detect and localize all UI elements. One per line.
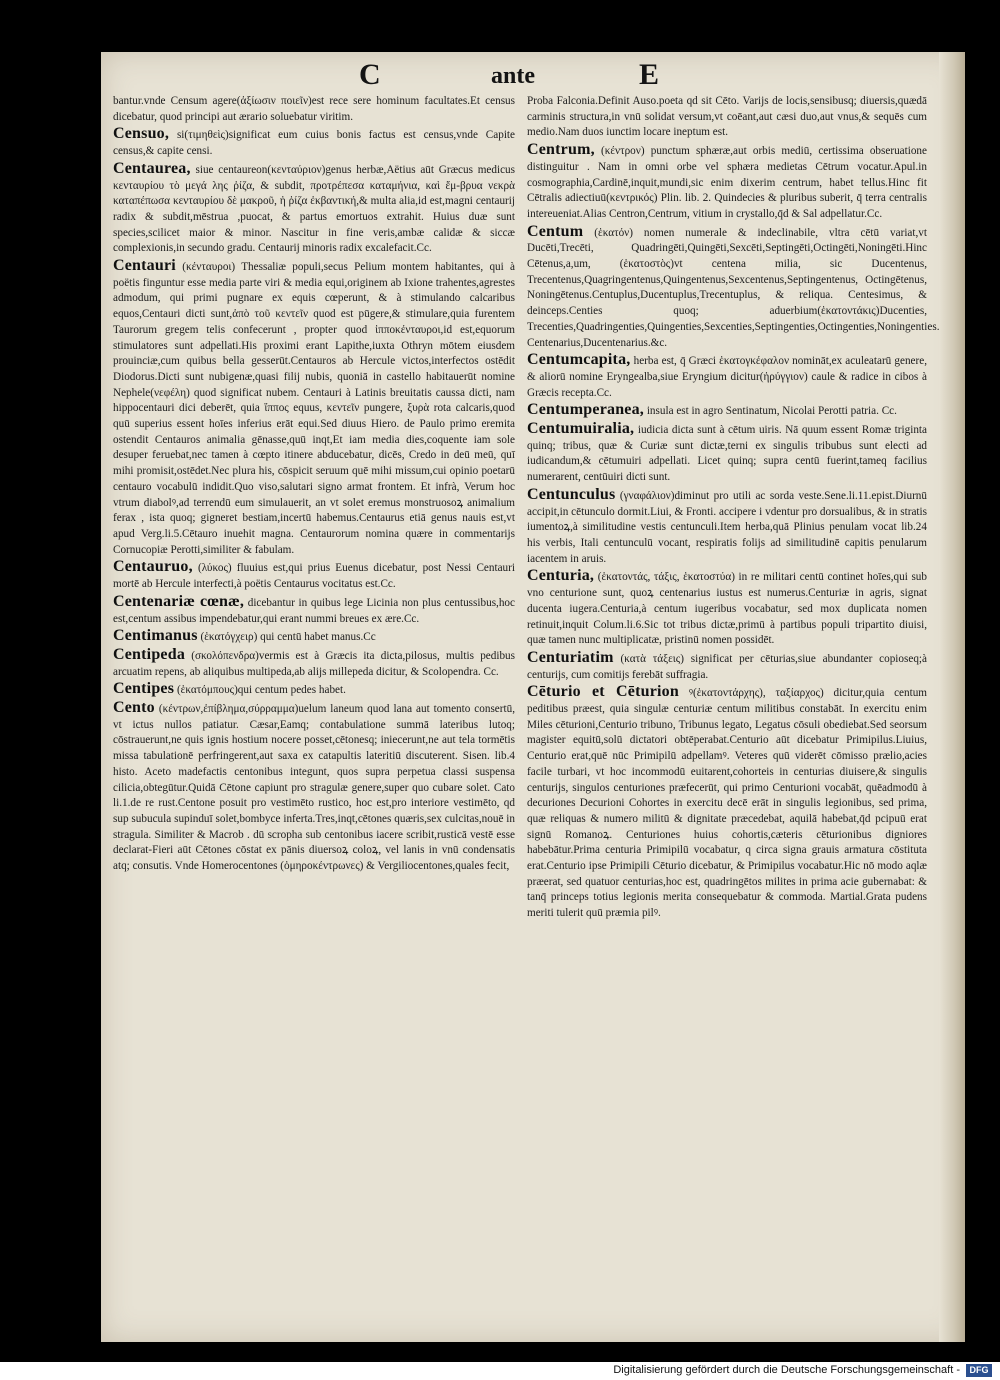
dictionary-entry — [113, 161, 515, 257]
entry-text: ꝰ(ἑκατοντάρχης), ταξίαρχος) dicitur,quia centum peditibus præest, quia singulæ centuriæ centum militibus constabāt. In exercitu enim Miles cēturioni,Centurio tribuno, Tribunus legato, Legatus cōsuli obediebat.Sed seorsum magister equitū,solū dictatori obtēperabat.Centurio aūt dicebatur Primipilus.Liuius, Centurio erat,quē nūc Primipilū adpellamꝰ. Veteres quū viderēt cōmisso prælio,acies facile turbari, vt hoc incommodū euitarent,cohorteis in centurias diuisere,& singulis centurijs, singulos centuriones præfecerūt, qui primo Centurioni vocabāt, quēadmodū à decuriones Decurioni Cohortes in exercitu decē erāt in singulis legionibus, sed prima, quæ reliquas & numero militū & dignitate præcedebat, aquilā habebat,q̄d pcipuū erat signū Romanoꝝ. Centuriones huius cohortis,cæteris cēturionibus digniores habebātur.Prima centuria Primipilū vocabatur, q circa signa grauis armatura cōstituta erat.Centurio ipse Primipili Cēturio dicebatur, & Primipilus vocabatur.Hic nō modo aqlæ præerat, sed quatuor centurias,hoc est, quadringētos milites in prima acie gubernabat: & tanq̄ princeps totius legionis merita consequebatur & commoda. Martial.Grata pudens meriti tulerit quū præmia pilꝰ. — [527, 687, 927, 920]
entry-text: (κέντρων,ἐπίβλημα,σύρραμμα)uelum laneum quod lana aut tomento consertū, vt ictus nullos patiatur. Cæsar,Eamq; contabulatione summā lateribus lutoq; cōstrauerunt,ne quis ignis hostium nocere posset,cētonesq; iniecerunt,ne aut tela tormētis missa tabulationē perfringerent,aut saxa ex catapultis lateritiū discuterent. Sisen. lib.4 histo. Aceto madefactis centonibus integunt, quos supra perpetua classi suspensa cilicia,obtegūtur.Quidā Cētone capiunt pro stragulæ genere,super quo cubare solet. Cato li.1.de re rust.Centone posuit pro vestimēto rustico, hoc est,pro interiore vestimēto, qd sup subucula supinduī solet,bombyce inferta.Tres,inqt,cētones quæris,sex culcitas,nouē in stragula. Similiter & Macrob . dū scropha sub centonibus iacere scribit,rusticā vestē esse declarat-Fieri aūt Cētones cōstat ex pānis diuersoꝝ coloꝝ, vel lanis in vnū condensatis atq; consutis. Vnde Homerocentones (ὁμηροκέντρωνες) & Vergiliocentones,quales fecit, — [113, 703, 515, 873]
entry-text: Proba Falconia.Definit Auso.poeta qd sit Cēto. Varijs de locis,sensibusq; diuersis,quædā carminis structura,in vnū solidat versum,vt coēant,aut cæsi duo,aut vnus,& sequēs cum medio.Nam duos iunctim locare ineptum est. — [527, 95, 927, 139]
footer-bar — [0, 1362, 1000, 1380]
entry-lemma: Cento — [113, 699, 155, 717]
entry-lemma: Centaurea, — [113, 159, 191, 177]
dictionary-entry — [113, 681, 515, 699]
dictionary-entry — [527, 650, 927, 683]
entry-lemma: Centimanus — [113, 627, 198, 645]
running-header — [101, 58, 965, 94]
entry-lemma: Centuriatim — [527, 648, 614, 666]
header-word: ante — [491, 63, 535, 89]
entry-lemma: Centumuiralia, — [527, 420, 635, 438]
dictionary-entry — [113, 559, 515, 592]
header-letter-right: E — [639, 58, 660, 91]
entry-text: (λύκος) fluuius est,qui prius Euenus dicebatur, post Nessi Centauri mortē ab Hercule interfecti,à poëtis Centaurus vocitatus est.Cc. — [113, 562, 515, 591]
funding-note: Digitalisierung gefördert durch die Deutsche Forschungsgemeinschaft - — [613, 1364, 960, 1376]
entry-text: insula est in agro Sentinatum, Nicolai Perotti patria. Cc. — [646, 405, 897, 418]
dictionary-entry — [113, 628, 515, 646]
dictionary-entry — [527, 568, 927, 649]
entry-lemma: Centuria, — [527, 567, 595, 585]
entry-text: (ἑκατόμπους)qui centum pedes habet. — [176, 684, 346, 697]
dictionary-entry — [527, 352, 927, 401]
dictionary-entry — [113, 94, 515, 125]
entry-text: siue centaureon(κενταύριον)genus herbæ,Aëtius aūt Græcus medicus κενταυρίου τὸ μεγά λης ῥίζα, & subdit, προτρέπεσα καταμήνια, καὶ ἔμ-βρυα νεκρὰ καταπέπωσα κενταυρίου δὲ μακροῦ, ἡ ῥίζα ἐκβαντική,& multa alia,id est,magni centaurij radix & subdit,mēstrua ,puocat, & partus emortuos extrahit. Huius duæ sunt species,scilicet maior & minor. Nascitur in fine veris,ambæ calidæ & siccæ complexionis,in secundo gradu. Centaurij minoris radix excalefacit.Cc. — [113, 163, 516, 255]
header-letter-left: C — [359, 58, 381, 91]
entry-text: (κέντρον) punctum sphæræ,aut orbis mediū, certissima obseruatione distinguitur . Nam in omni orbe vel sphæra medietas Cētrum vocatur.Apul.in cosmographia,Cardinē,inquit,mundi,sic enim dixerim centrum, habet tellus.Hinc fit Cētralis adiectiuū(κεντρικός) Plin. lib. 2. Quindecies & pluribus suberit, q̄ terra centralis intereueniat.Alias Centron,Centrum, vitium in crystallo,q̄d & Sal adpellatur.Cc. — [527, 145, 927, 220]
dictionary-entry — [527, 402, 927, 420]
entry-lemma: Centum — [527, 222, 584, 240]
left-column — [113, 94, 515, 876]
entry-text: herba est, q̄ Græci ἑκατογκέφαλον nomināt,ex aculeatarū genere, & aliorū nomine Eryngealba,siue Eryngium dicitur(ἠρύγγιον) caule & radice in cibos à Græcis recepta.Cc. — [527, 355, 928, 399]
entry-lemma: Centumperanea, — [527, 401, 645, 419]
dictionary-entry — [113, 258, 515, 558]
entry-text: si(τιμηθεὶς)significat eum cuius bonis factus est census,vnde Capite census,& capite censi. — [113, 129, 516, 158]
entry-lemma: Centrum, — [527, 141, 595, 159]
entry-text: (κένταυροι) Thessaliæ populi,secus Pelium montem habitantes, qui à poëtis finguntur esse media parte viri & media equi,originem ab Ixione trahentes,agrestes admodum, qui primi pugnare ex equis cœperunt, & à stimulando calcaribus equos,Centauri dicti sunt,ἀπὸ τοῦ κεντεῖν quod est pūgere,& stimulare,quia furentem Taurorum gregem telis confecerunt , propter quod ἱπποκένταυροι,id est,equorum stimulatores sunt adpellati.His proximi erant Lapithe,iuxta Othryn mōtem eiusdem prouinciæ,cum quibus bella gesserūt.Centauros ab Hercule victos,interfectos ostēdit Diodorus.Dicti sunt nubigenæ,quasi filij nubis, quoniā in castello habitauerūt nomine Nephele(νεφέλη) quod significat nubem. Centauri à Latinis breuitatis caussa dicti, nam hippocentauri dici deberēt, quia ἵππος equus, κεντεῖν pungere, ξυρὰ rota calcaris,quod quū superius essent hoīes inferius erāt equi.Sed diuus Hiero. de Paulo primo eremita ostendit Centauros animalia gēnasse,quū inqt,Et iam media dies,coquente iam sole desuper feruebat,nec tamen à cœpto itinere abducebatur, dicēs, Credo in deū meū, quī mihi promisit,ostēdet.Nec plura his, cōspicit seruum quē mihi missum,cui opinio poetarū centauro vocabulū indidit.Quo viso,salutari signo armat frontem. Et infrà, Verum hoc vtrum diabolꝰ,ad terrendū eum simulauerit, an vt solet eremus monstruosoꝝ animalium ferax , ista quoq; gigneret bestiam,incertū habemus.Centaurus etiā genus nauis est,vt apud Verg.li.5.Cētauro inuehit magna. Centaurorum nomina quære in commentarijs Cornucopiæ Perotti,similiter & fabulam. — [113, 261, 516, 556]
dictionary-entry — [113, 594, 515, 627]
entry-text: dicebantur in quibus lege Licinia non plus centussibus,hoc est,centum assibus impendebatur,qui erant nummi breues ex ære.Cc. — [113, 596, 515, 625]
dictionary-entry — [113, 647, 515, 680]
entry-text: (σκολόπενδρα)vermis est à Græcis ita dicta,pilosus, multis pedibus arcuatim repens, ab aliquibus multipeda,ab alijs millepeda dicitur, & Scolopendra. Cc. — [113, 649, 516, 678]
dictionary-entry — [527, 421, 927, 486]
entry-text: (γναφάλιον)diminut pro utili ac sorda veste.Sene.li.11.epist.Diurnū accipit,in cētunculo dormit.Liui, & Fronti. accipere i vdentur pro dorsualibus, & in stratis iumentoꝝ,à similitudine vestis centunculi.Item herba,quā Plinius penulam vocat lib.24 his verbis, Itali centunculū vocant, respiratis folijs ad similitudinē capitis penularum iacentem in aruis. — [527, 489, 927, 565]
entry-lemma: Censuo, — [113, 125, 170, 143]
dictionary-entry — [527, 94, 927, 141]
dictionary-entry — [113, 126, 515, 159]
entry-lemma: Centipeda — [113, 645, 186, 663]
dictionary-entry — [527, 684, 927, 922]
entry-lemma: Centauruo, — [113, 558, 193, 576]
entry-text: (ἑκατόγχειρ) qui centū habet manus.Cc — [200, 631, 376, 644]
dictionary-entry — [527, 222, 940, 352]
entry-lemma: Centenariæ cœnæ, — [113, 592, 245, 610]
entry-lemma: Cēturio et Cēturion — [527, 683, 679, 701]
entry-text: (ἑκατοντάς, τάξις, ἑκατοστύα) in re militari centū continet hoīes,qui sub vno centurione sunt, quoꝝ centenarius iustus est numerus.Centuriæ in agris, signat ducenta iugera.Centuria,à centum iugeribus vocabatur, sed mox duplicata nomen retinuit,inquit Colum.li.6.Sic tot tribus dictæ,primū à partibus populi tripartito diuisi, quæ tamen nunc multiplicatæ, pristinū nomen possidēt. — [527, 571, 927, 647]
entry-lemma: Centauri — [113, 257, 176, 275]
dfg-logo: DFG — [966, 1364, 992, 1377]
entry-text: bantur.vnde Censum agere(ἀξίωσιν ποιεῖν)est rece sere hominum facultates.Et census dicebatur, quod principi aut ærario soluebatur viritim. — [113, 95, 515, 123]
entry-lemma: Centumcapita, — [527, 351, 631, 369]
page-edge — [939, 52, 965, 1342]
dictionary-entry — [527, 142, 927, 223]
entry-text: (ἑκατόν) nomen numerale & indeclinabile, vltra cētū variat,vt Ducēti,Trecēti, Quadringēti,Quingēti,Sexcēti,Septingēti,Octingēti,Noningēti.Hinc Cētenus,a,um, (ἑκατοστὸς)vt centena milia, sic Ducentenus, Trecentenus,Quagringentenus,Quingentenus,Sexcentenus,Septingentenus, Octingētenus, Noningētenus.Centuplus,Ducentuplus,Trecentuplus, & reliqua. Centesimus, & deinceps.Centies quoq; aduerbium(ἑκατοντάκις)Ducenties, Trecenties,Quadringenties,Quingenties,Sexcenties,Septingenties,Octingenties,Noningenties. Centenarius,Ducentenarius.&c. — [527, 226, 940, 349]
book-page — [101, 52, 965, 1342]
dictionary-entry — [113, 700, 515, 875]
right-column — [527, 94, 940, 923]
entry-lemma: Centunculus — [527, 485, 616, 503]
entry-text: (κατὰ τάξεις) significat per cēturias,siue abundanter copioseq;à centurijs, cum comitijs ferebāt suffragia. — [527, 652, 927, 681]
entry-text: iudicia dicta sunt à cētum uiris. Nā quum essent Romæ triginta quinq; tribus, quæ & Curiæ sunt dictæ,terni ex singulis tribubus sunt electi ad iudicandum,& cētumuiri adpellati. Licet quinq; supra centū fuerint,tameq facilius numerarent, centūuiri dicti sunt. — [527, 424, 927, 484]
entry-lemma: Centipes — [113, 680, 175, 698]
dictionary-entry — [527, 487, 927, 568]
